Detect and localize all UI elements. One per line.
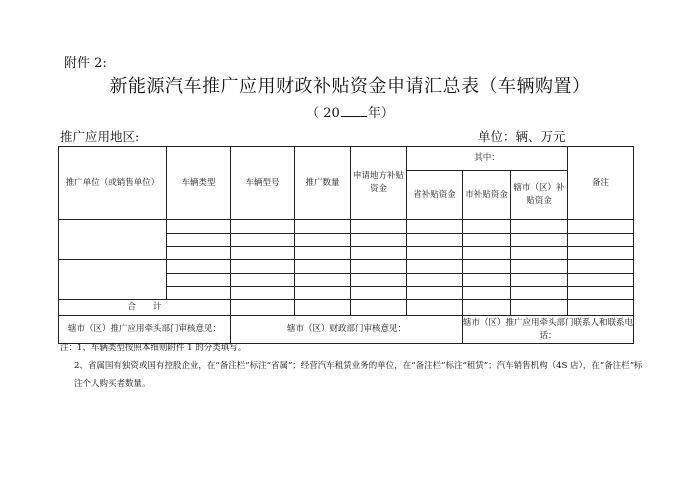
data-cell [231,260,295,274]
data-cell [351,274,407,287]
header-apply-subsidy: 申请地方补贴资金 [351,147,407,220]
data-cell [167,260,231,274]
note-1: 注：1、车辆类型按照本细则附件 1 的分类填写。 [60,343,247,353]
note-2: 2、省属国有独资或国有控股企业，在“备注栏”标注“省属”；经营汽车租赁业务的单位，在“备注栏”标注“租赁”；汽车销售机构（4S 店），在“备注栏”标注个人购买者数量。 [74,360,643,389]
data-cell [295,220,351,234]
data-cell [511,234,568,247]
data-cell [167,287,231,300]
data-cell [295,274,351,287]
year-prefix: （ 20 [306,106,340,121]
total-cell [463,300,511,316]
data-cell [351,287,407,300]
data-cell [511,247,568,260]
header-city-subsidy: 市补贴资金 [463,171,511,220]
total-cell [231,300,295,316]
data-cell [463,260,511,274]
page-title: 新能源汽车推广应用财政补贴资金申请汇总表（车辆购置） [109,76,591,97]
data-cell [167,247,231,260]
data-cell [351,234,407,247]
data-cell [511,220,568,234]
data-cell [463,220,511,234]
data-cell [511,274,568,287]
data-cell [511,287,568,300]
data-cell [463,274,511,287]
total-cell [407,300,463,316]
region-label: 推广应用地区: [60,129,140,144]
data-cell [59,260,167,300]
data-cell [167,234,231,247]
data-cell [407,260,463,274]
data-cell [463,234,511,247]
data-cell [568,287,634,300]
data-cell [231,220,295,234]
data-cell [295,234,351,247]
data-cell [407,247,463,260]
data-cell [568,234,634,247]
data-cell [231,247,295,260]
header-unit: 推广单位（或销售单位） [59,147,167,220]
data-cell [407,234,463,247]
year-line [0,102,700,121]
data-cell [351,247,407,260]
data-cell [463,247,511,260]
data-cell [407,274,463,287]
data-cell [511,260,568,274]
data-cell [231,287,295,300]
header-district-subsidy: 辖市（区）补贴资金 [511,171,568,220]
data-cell [568,274,634,287]
total-cell [295,300,351,316]
header-vehicle-model: 车辆型号 [231,147,295,220]
data-cell [231,274,295,287]
header-vehicle-type: 车辆类型 [167,147,231,220]
data-cell [167,274,231,287]
header-remark: 备注 [568,147,634,220]
data-cell [463,287,511,300]
data-cell [568,247,634,260]
contact-info: 辖市（区）推广应用牵头部门联系人和联系电话： [463,316,634,344]
data-cell [295,260,351,274]
data-cell [407,287,463,300]
header-provincial-subsidy: 省补贴资金 [407,171,463,220]
data-cell [231,234,295,247]
data-cell [295,287,351,300]
data-cell [59,220,167,260]
data-cell [568,220,634,234]
attachment-label: 附件 2: [64,56,107,71]
header-of-which: 其中： [407,147,568,171]
total-cell [568,300,634,316]
data-cell [295,247,351,260]
data-cell [167,220,231,234]
unit-label: 单位：辆、万元 [478,129,566,144]
finance-dept-approval: 辖市（区）财政部门审核意见： [231,316,463,344]
total-cell [511,300,568,316]
lead-dept-approval: 辖市（区）推广应用牵头部门审核意见： [59,316,231,344]
header-quantity: 推广数量 [295,147,351,220]
total-label: 合 计 [59,300,231,316]
subsidy-summary-table [58,146,634,344]
data-cell [568,260,634,274]
data-cell [407,220,463,234]
total-cell [351,300,407,316]
data-cell [351,260,407,274]
year-blank [341,103,367,117]
year-suffix: 年） [367,106,394,121]
data-cell [351,220,407,234]
notes [60,340,650,394]
